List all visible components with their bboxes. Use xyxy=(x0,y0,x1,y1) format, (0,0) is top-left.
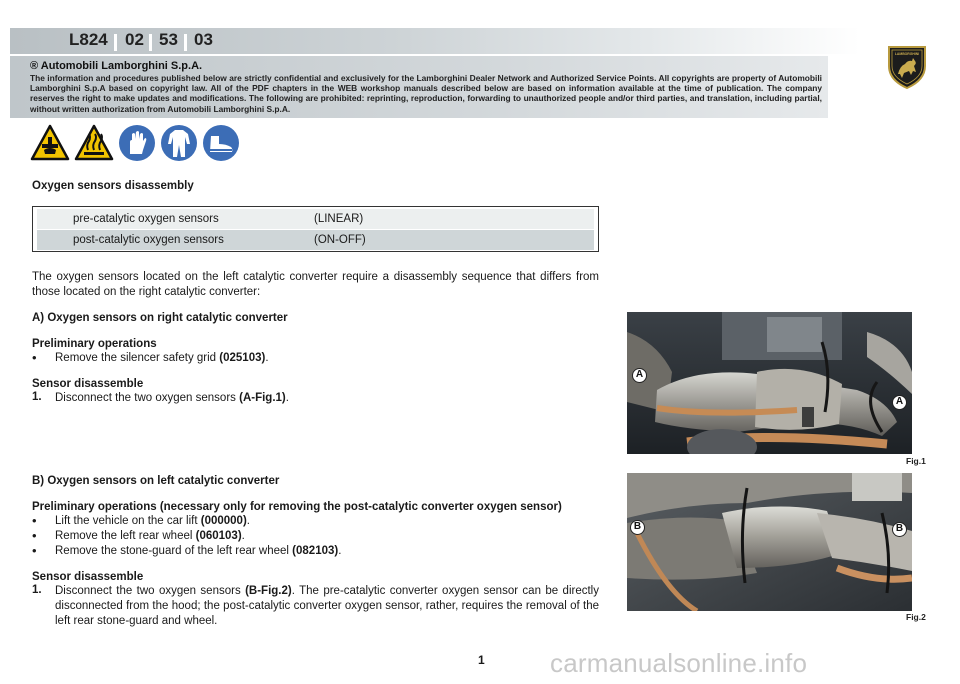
callout-a-left: A xyxy=(632,368,647,383)
part-b-step xyxy=(55,584,599,629)
prelim-item-text: Remove the stone-guard of the left rear wheel xyxy=(55,545,293,557)
sensor-name: post-catalytic oxygen sensors xyxy=(73,234,224,246)
part-a-step xyxy=(55,391,289,406)
doc-code-group: 02 xyxy=(125,30,144,49)
punctuation: . xyxy=(338,545,342,557)
figure-ref: (A-Fig.1) xyxy=(239,392,286,404)
sensor-type: (LINEAR) xyxy=(314,213,364,225)
doc-code-model: L824 xyxy=(69,30,108,49)
step-number: 1. xyxy=(32,391,42,403)
prelim-item-text: Lift the vehicle on the car lift xyxy=(55,515,201,527)
bullet-icon: • xyxy=(32,528,37,543)
punctuation: . xyxy=(246,515,250,527)
gloves-icon xyxy=(118,124,156,162)
callout-b-right: B xyxy=(892,522,907,537)
doc-code-subgroup: 53 xyxy=(159,30,178,49)
part-a-disassembly-heading: Sensor disassemble xyxy=(32,378,144,390)
figure-2-label: Fig.2 xyxy=(906,612,926,622)
bullet-icon: • xyxy=(32,543,37,558)
part-a-heading: A) Oxygen sensors on right catalytic converter xyxy=(32,312,288,324)
lamborghini-logo xyxy=(886,44,928,90)
step-text: Disconnect the two oxygen sensors xyxy=(55,585,246,597)
logo-text: LAMBORGHINI xyxy=(894,52,920,56)
code-separator xyxy=(184,34,187,51)
step-text: . The pre-catalytic converter oxygen sensor can be directly disconnected from the hood; the post-catalytic converter oxygen sensor, rather, requires the removal of the left rear stone-guard and wheel. xyxy=(55,585,599,627)
figure-1-photo xyxy=(627,312,912,454)
hand-crush-warning-icon xyxy=(30,124,68,162)
bullet-icon: • xyxy=(32,513,37,528)
callout-a-right: A xyxy=(892,395,907,410)
prelim-item-text: Remove the silencer safety grid xyxy=(55,352,220,364)
step-number: 1. xyxy=(32,584,42,596)
bullet-icon: • xyxy=(32,350,37,365)
step-text: Disconnect the two oxygen sensors xyxy=(55,392,240,404)
part-a-prelim-heading: Preliminary operations xyxy=(32,338,157,350)
procedure-ref: (082103) xyxy=(292,545,339,557)
procedure-ref: (025103) xyxy=(219,352,266,364)
figure-2-photo xyxy=(627,473,912,611)
procedure-ref: (060103) xyxy=(195,530,242,542)
code-separator xyxy=(149,34,152,51)
code-separator xyxy=(114,34,117,51)
sensor-name: pre-catalytic oxygen sensors xyxy=(73,213,219,225)
safety-shoes-icon xyxy=(202,124,240,162)
overalls-icon xyxy=(160,124,198,162)
sensor-type: (ON-OFF) xyxy=(314,234,366,246)
punctuation: . xyxy=(241,530,245,542)
part-b-prelim-heading: Preliminary operations (necessary only for removing the post-catalytic converter oxygen sensor) xyxy=(32,501,562,513)
intro-paragraph: The oxygen sensors located on the left catalytic converter require a disassembly sequence that differs from those located on the right catalytic converter: xyxy=(32,271,599,298)
punctuation: . xyxy=(265,352,269,364)
figure-1-label: Fig.1 xyxy=(906,456,926,466)
figure-ref: (B-Fig.2) xyxy=(245,585,292,597)
hot-surface-warning-icon xyxy=(74,124,112,162)
watermark: carmanualsonline.info xyxy=(550,648,808,678)
notice-title: ® Automobili Lamborghini S.p.A. xyxy=(30,60,203,72)
table-row xyxy=(37,230,594,250)
part-b-disassembly-heading: Sensor disassemble xyxy=(32,571,144,583)
table-row xyxy=(37,209,594,229)
sensor-table xyxy=(32,206,599,252)
notice-text: The information and procedures published below are strictly confidential and exclusively for the Lamborghini Dealer Network and Authorized Service Points. All copyrights are property of Automobili Lamborghini S.p.A based on copyright law. All of the PDF chapters in the WEB workshop manuals described below are based on information available at the time of publication. The company reserves the right to make updates and modifications. The following are prohibited: reprinting, reproduction, forwarding to unauthorized people and/or third parties, and translation, including partial, without written authorization from Automobili Lamborghini S.p.A. xyxy=(30,73,822,114)
procedure-ref: (000000) xyxy=(200,515,247,527)
section-title: Oxygen sensors disassembly xyxy=(32,180,194,192)
page-number: 1 xyxy=(478,653,485,667)
punctuation: . xyxy=(285,392,289,404)
doc-code-section: 03 xyxy=(194,30,213,49)
prelim-item-text: Remove the left rear wheel xyxy=(55,530,196,542)
part-b-heading: B) Oxygen sensors on left catalytic converter xyxy=(32,475,280,487)
callout-b-left: B xyxy=(630,520,645,535)
